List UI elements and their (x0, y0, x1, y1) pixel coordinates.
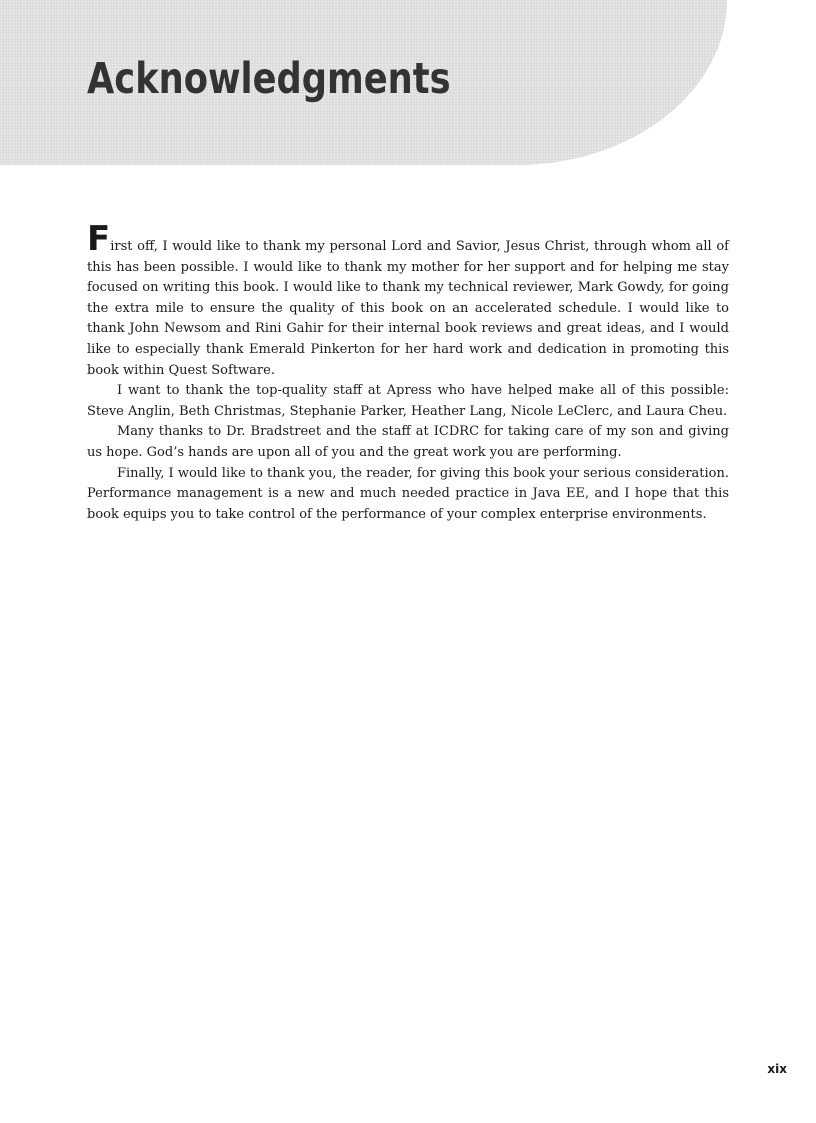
paragraph-2: I want to thank the top-quality staff at Apress who have helped make all of this possible: Steve Anglin, Beth Christmas, Stephanie Parker, Heather Lang, Nicole LeClerc, and Laura Cheu. (87, 383, 729, 419)
drop-cap: F (87, 219, 111, 259)
acknowledgments-body (87, 219, 729, 525)
paragraph-1 (87, 219, 729, 381)
paragraph-1-text: irst off, I would like to thank my personal Lord and Savior, Jesus Christ, through whom all of this has been possible. I would like to thank my mother for her support and for helping me stay focused on writing this book. I would like to thank my technical reviewer, Mark Gowdy, for going the extra mile to ensure the quality of this book on an accelerated schedule. I would like to thank John Newsom and Rini Gahir for their internal book reviews and great ideas, and I would like to especially thank Emerald Pinkerton for her hard work and dedication in promoting this book within Quest Software. (87, 239, 729, 378)
page-title: Acknowledgments (87, 54, 451, 104)
paragraph-3: Many thanks to Dr. Bradstreet and the staff at ICDRC for taking care of my son and giving us hope. God’s hands are upon all of you and the great work you are performing. (87, 424, 729, 460)
page-number: xix (767, 1062, 787, 1076)
paragraph-4: Finally, I would like to thank you, the reader, for giving this book your serious consideration. Performance management is a new and much needed practice in Java EE, and I hope that this book equips you to take control of the performance of your complex enterprise environments. (87, 465, 729, 522)
